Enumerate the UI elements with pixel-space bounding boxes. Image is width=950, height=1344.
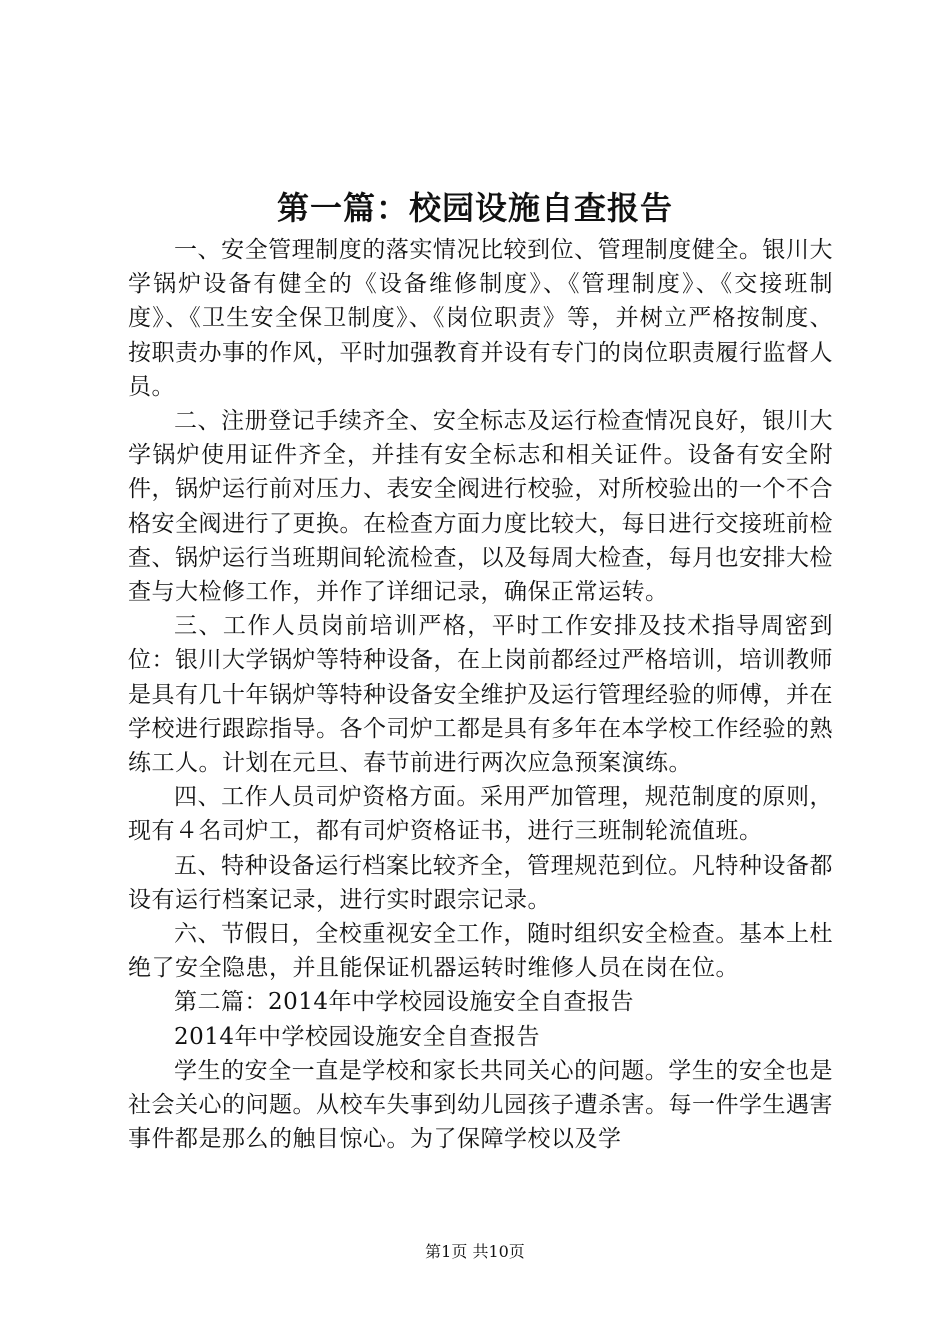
section-heading-2: 第二篇：2014年中学校园设施安全自查报告 xyxy=(174,989,635,1016)
paragraph-1: 一、安全管理制度的落实情况比较到位、管理制度健全。银川大学锅炉设备有健全的《设备维修制度》、《管理制度》、《交接班制度》、《卫生安全保卫制度》、《岗位职责》等，并树立严格按制度、按职责办事的作风，平时加强教育并设有专门的岗位职责履行监督人员。 xyxy=(128,237,833,400)
paragraph-2: 二、注册登记手续齐全、安全标志及运行检查情况良好，银川大学锅炉使用证件齐全，并挂有安全标志和相关证件。设备有安全附件，锅炉运行前对压力、表安全阀进行校验，对所校验出的一个不合格安全阀进行了更换。在检查方面力度比较大，每日进行交接班前检查、锅炉运行当班期间轮流检查，以及每周大检查，每月也安排大检查与大检修工作，并作了详细记录，确保正常运转。 xyxy=(128,408,833,606)
paragraph-3: 三、工作人员岗前培训严格，平时工作安排及技术指导周密到位：银川大学锅炉等特种设备，在上岗前都经过严格培训，培训教师是具有几十年锅炉等特种设备安全维护及运行管理经验的师傅，并在学校进行跟踪指导。各个司炉工都是具有多年在本学校工作经验的熟练工人。计划在元旦、春节前进行两次应急预案演练。 xyxy=(128,613,833,777)
paragraph-6: 六、节假日，全校重视安全工作，随时组织安全检查。基本上杜绝了安全隐患，并且能保证机器运转时维修人员在岗在位。 xyxy=(128,921,833,982)
document-title: 第一篇：校园设施自查报告 xyxy=(276,189,673,227)
paragraph-4: 四、工作人员司炉资格方面。采用严加管理，规范制度的原则，现有４名司炉工，都有司炉资格证书，进行三班制轮流值班。 xyxy=(128,784,833,845)
page-footer: 第1页 共10页 xyxy=(425,1242,525,1261)
paragraph-5: 五、特种设备运行档案比较齐全，管理规范到位。凡特种设备都设有运行档案记录，进行实时跟宗记录。 xyxy=(128,852,833,913)
paragraph-7: 学生的安全一直是学校和家长共同关心的问题。学生的安全也是社会关心的问题。从校车失事到幼儿园孩子遭杀害。每一件学生遇害事件都是那么的触目惊心。为了保障学校以及学 xyxy=(128,1057,833,1153)
document-body xyxy=(128,233,833,1156)
section-subtitle-2: 2014年中学校园设施安全自查报告 xyxy=(174,1023,541,1050)
